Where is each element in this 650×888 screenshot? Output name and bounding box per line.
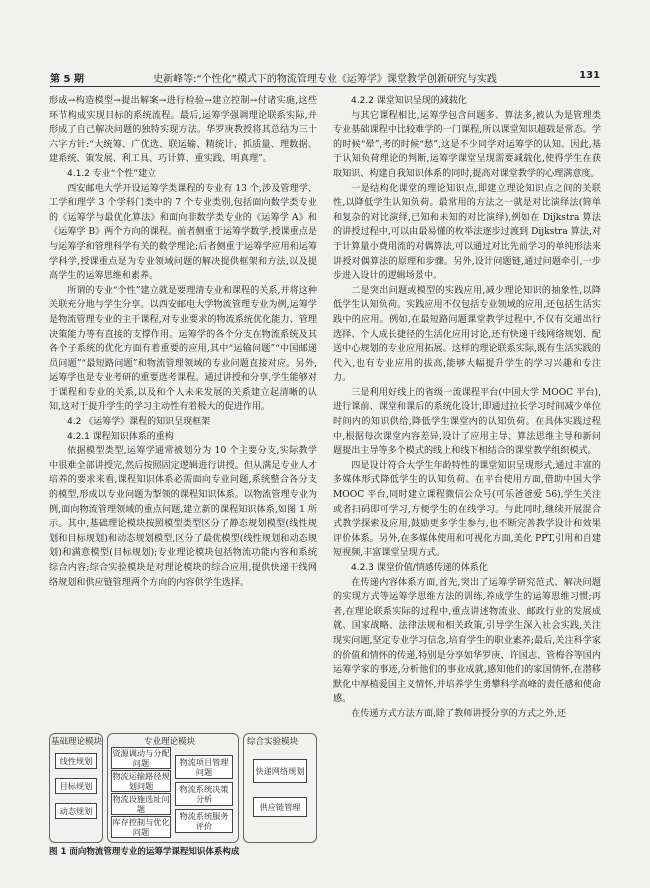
paragraph: 在传递内容体系方面,首先,突出了运筹学研究范式、解决问题的实现方式等运筹学思维方法的训练,养成学生的运筹思维习惯;再者,在理论联系实际的过程中,重点讲述物流业、邮政行业的发展成就、国家战略、法律法规和相关政策,引导学生深入社会实践,关注现实问题,坚定专业学习信念,培育学生的职业素养;最后,关注科学家的价值和情怀的传递,特别是分享如华罗庚、许国志、管梅谷等国内运筹学家的事迹,分析他们的事业成就,感知他们的家国情怀,在潜移默化中厚植爱国主义情怀,并培养学生勇攀科学高峰的责任感和使命感。 (333, 577, 601, 705)
basic-box: 目标规划 (55, 778, 97, 794)
lab-box: 快递网络规划 (253, 759, 307, 783)
page-number: 131 (579, 70, 600, 81)
prof-box: 物流系统服务评价 (175, 809, 233, 833)
figure-1 (49, 733, 317, 857)
paragraph: 形成→构造模型→提出解案→进行检验→建立控制→付诸实施,这些环节构成实现目标的系统流程。最后,运筹学强调理论联系实际,并形成了自己解决问题的独特实现方法。华罗庚教授将其总结为三十六字方针:“大统筹、广优选、联运输、精统计、抓质量、理数据、建系统、策发展、利工具、巧计算、重实践、明真理”。 (49, 96, 317, 165)
section-heading-4-2-1: 4.2.1 课程知识体系的重构 (67, 431, 174, 442)
running-title: 史新峰等:“个性化”模式下的物流管理专业《运筹学》课堂教学创新研究与实践 (153, 74, 497, 85)
figure-caption: 图 1 面向物流管理专业的运筹学课程知识体系构成 (49, 847, 240, 857)
paragraph: 二是突出问题或模型的实践应用,减少理论知识的抽象性,以降低学生认知负荷。实践应用不仅包括专业领域的应用,还包括生活实践中的应用。例如,在最短路问题课堂教学过程中,不仅有交通出行选择、个人成长捷径的生活化应用讨论,还有快递干线网络规划、配送中心规划的专业应用拓展。这样的理论联系实际,既有生活实践的代入,也有专业应用的拔高,能够大幅提升学生的学习兴趣和专注力。 (333, 285, 601, 384)
section-heading-4-2: 4.2 《运筹学》课程的知识呈现框架 (67, 417, 211, 428)
paragraph: 所谓的专业“个性”建立就是要理清专业和课程的关系,并将这种关联充分地与学生分享。以西安邮电大学物流管理专业为例,运筹学是物流管理专业的主干课程,对专业要求的物流系统优化能力、管理决策能力等有直接的支撑作用。运筹学的各个分支在物流系统及其各个子系统的优化方面有着重要的应用,其中“运输问题”“中国邮递员问题”“最短路问题”和物流管理领域的专业问题直接对应。另外,运筹学也是专业考研的重要选考课程。通过讲授和分享,学生能够对于课程和专业的关系,以及和个人未来发展的关系建立起清晰的认知,这对于提升学生的学习主动性有着极大的促进作用。 (49, 285, 317, 413)
paragraph: 一是结构化课堂的理论知识点,即建立理论知识点之间的关联性,以降低学生认知负荷。最常用的方法之一就是对比演绎法(简单和复杂的对比演绎,已知和未知的对比演绎),例如在 Dijkstra 算法的讲授过程中,可以由最易懂的枚举法逐步过渡到 Dijkstra 算法,对于计算量小费用流的对偶算法,可以通过对比先前学习的单纯形法来讲授对偶算法的原理和步骤。另外,设计问题链,通过问题牵引,一步步进入设计的逻辑场景中。 (333, 183, 601, 282)
paragraph: 三是利用好线上的省级一流课程平台(中国大学 MOOC 平台),进行课前、课堂和课后的系统化设计,即通过拉长学习时间减少单位时间内的知识供给,降低学生课堂内的认知负荷。在具体实践过程中,根据每次课堂内容差异,设计了应用主导、算法思维主导和新问题提出主导等多个模式的线上和线下相结合的课堂教学组织模式。 (333, 387, 601, 457)
lab-box: 供应链管理 (253, 797, 307, 817)
left-column (49, 94, 317, 590)
paragraph: 西安邮电大学开设运筹学类课程的专业有 13 个,涉及管理学、工学和理学 3 个学科门类中的 7 个专业类别,包括面向数学类专业的《运筹学与最优化算法》和面向非数学类专业的《运筹学 A》和《运筹学 B》两个方向的课程。前者侧重于运筹学数学,授课重点是与运筹学和管理科学有关的数学理论;后者侧重于运筹学应用和运筹学科学,授课重点是为专业领域问题的解决提供框架和方法,以及提高学生的运筹思维和素养。 (49, 183, 317, 282)
paragraph: 四是设计符合大学生年龄特性的课堂知识呈现形式,通过丰富的多媒体形式降低学生的认知负荷。在平台使用方面,借助中国大学 MOOC 平台,同时建立课程微信公众号(可乐爸爸爱 56),学生关注或者扫码即可学习,方便学生的在线学习。与此同时,继续开展混合式教学探索及应用,鼓励更多学生参与,也不断完善教学设计和效果评价体系。另外,在多媒体使用和可视化方面,美化 PPT,引用和自建短视频,丰富课堂呈现方式。 (333, 460, 601, 559)
paragraph: 在传递方式方法方面,除了教师讲授分享的方式之外,还 (351, 708, 567, 719)
lab-label: 综合实验模块 (247, 737, 299, 747)
header-rule (50, 86, 600, 87)
paragraph: 依据模型类型,运筹学通常被划分为 10 个主要分支,实际教学中很难全部讲授完,然后按照固定逻辑进行讲授。但从满足专业人才培养的要求来看,课程知识体系必需面向专业问题,系统整合各分支的模型,形成以专业问题为掣领的课程知识体系。以物流管理专业为例,面向物流管理领域的重点问题,建立新的课程知识体系,如图 1 所示。其中,基础理论模块按照模型类型区分了静态规划模型(线性规划和目标规划)和动态规划模型,区分了最优模型(线性规划和动态规划)和满意模型(目标规划);专业理论模块包括物流功能内容和系统综合内容;综合实验模块是对理论模块的综合应用,提供快递干线网络规划和供应链管理两个方向的内容供学生选择。 (49, 446, 317, 588)
basic-box: 线性规划 (55, 753, 97, 769)
basic-theory-label: 基础理论模块 (51, 737, 103, 747)
prof-box: 物流设施选址问题 (112, 794, 170, 814)
professional-theory-label: 专业理论模块 (144, 737, 196, 747)
right-column (333, 94, 601, 722)
section-heading-4-1-2: 4.1.2 专业“个性”建立 (67, 168, 157, 179)
prof-box: 资源调动与分配问题 (112, 748, 170, 768)
prof-box: 物流项目管理问题 (175, 755, 233, 779)
lab-group (243, 733, 317, 843)
running-header (50, 68, 600, 86)
basic-box: 动态规划 (55, 803, 97, 819)
prof-box: 库存控制与优化问题 (112, 817, 170, 837)
section-heading-4-2-3: 4.2.3 课堂价值/情感传递的体系化 (351, 563, 488, 573)
issue-number: 第 5 期 (50, 74, 84, 85)
prof-box: 物流运输路径规划问题 (112, 771, 170, 791)
prof-box: 物流系统决策分析 (175, 782, 233, 806)
paragraph: 与其它课程相比,运筹学包含问题多、算法多,被认为是管理类专业基础课程中比较难学的一门课程,所以课堂知识超载是常态。学的时候“晕”,考的时候“愁”,这是不少同学对运筹学的认知。因此,基于认知负荷理论的判断,运筹学课堂呈现需要减载化,使得学生在获取知识、构建自我知识体系的同时,提高对课堂教学的心理满意度。 (333, 110, 601, 179)
section-heading-4-2-2: 4.2.2 课堂知识呈现的减载化 (351, 96, 467, 106)
